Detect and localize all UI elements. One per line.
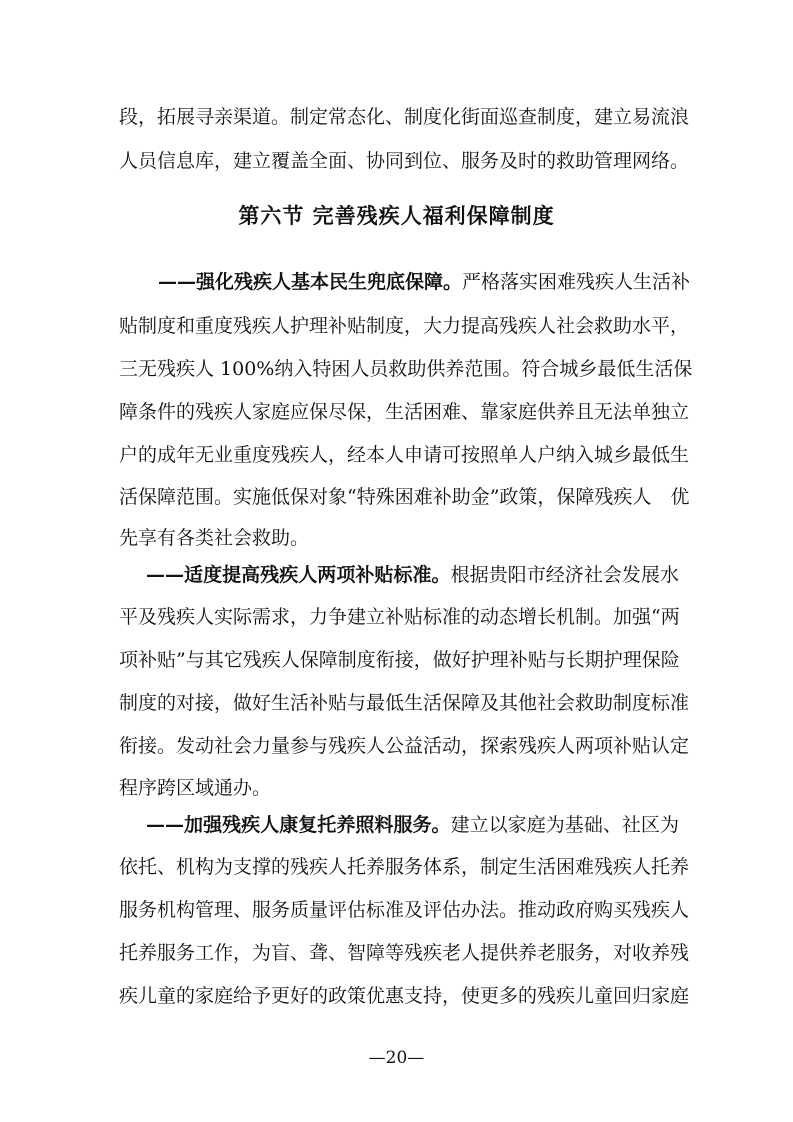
- text-line: 托养服务工作，为盲、聋、智障等残疾老人提供养老服务，对收养残: [119, 942, 690, 964]
- paragraph-first-line: [146, 555, 679, 595]
- paragraph-text: 严格落实困难残疾人生活补: [462, 271, 691, 293]
- text-line: 活保障范围。实施低保对象“特殊困难补助金”政策，保障残疾人 优: [119, 486, 690, 508]
- text-line: 先享有各类社会救助。: [119, 527, 310, 549]
- paragraph-lead: ——加强残疾人康复托养照料服务。: [146, 814, 451, 836]
- text-line: 程序跨区域通办。: [119, 777, 272, 799]
- text-line: 人员信息库，建立覆盖全面、协同到位、服务及时的救助管理网络。: [119, 150, 690, 172]
- paragraph-lead: ——适度提高残疾人两项补贴标准。: [146, 564, 451, 586]
- text-line: 疾儿童的家庭给予更好的政策优惠支持，使更多的残疾儿童回归家庭: [119, 985, 690, 1007]
- paragraph-first-line: [158, 262, 691, 302]
- page-number: —20—: [368, 1048, 425, 1068]
- paragraph-text: 建立以家庭为基础、社区为: [450, 814, 679, 836]
- text-line: 障条件的残疾人家庭应保尽保，生活困难、靠家庭供养且无法单独立: [119, 401, 690, 423]
- text-line: 户的成年无业重度残疾人，经本人申请可按照单人户纳入城乡最低生: [119, 444, 690, 466]
- text-line: 三无残疾人 100%纳入特困人员救助供养范围。符合城乡最低生活保: [119, 358, 693, 380]
- text-line: 衔接。发动社会力量参与残疾人公益活动，探索残疾人两项补贴认定: [119, 735, 690, 757]
- text-line: 项补贴”与其它残疾人保障制度衔接，做好护理补贴与长期护理保险: [119, 649, 680, 671]
- paragraph-text: 根据贵阳市经济社会发展水: [450, 564, 679, 586]
- text-line: 制度的对接，做好生活补贴与最低生活保障及其他社会救助制度标准: [119, 692, 690, 714]
- text-line: 平及残疾人实际需求，力争建立补贴标准的动态增长机制。加强“两: [119, 606, 680, 628]
- text-line: 段，拓展寻亲渠道。制定常态化、制度化街面巡查制度，建立易流浪: [119, 106, 690, 128]
- section-title: 第六节 完善残疾人福利保障制度: [238, 203, 555, 228]
- paragraph-lead: ——强化残疾人基本民生兜底保障。: [158, 271, 463, 293]
- paragraph-first-line: [146, 805, 679, 845]
- text-line: 依托、机构为支撑的残疾人托养服务体系，制定生活困难残疾人托养: [119, 856, 690, 878]
- text-line: 服务机构管理、服务质量评估标准及评估办法。推动政府购买残疾人: [119, 899, 690, 921]
- text-line: 贴制度和重度残疾人护理补贴制度，大力提高残疾人社会救助水平，: [119, 315, 690, 337]
